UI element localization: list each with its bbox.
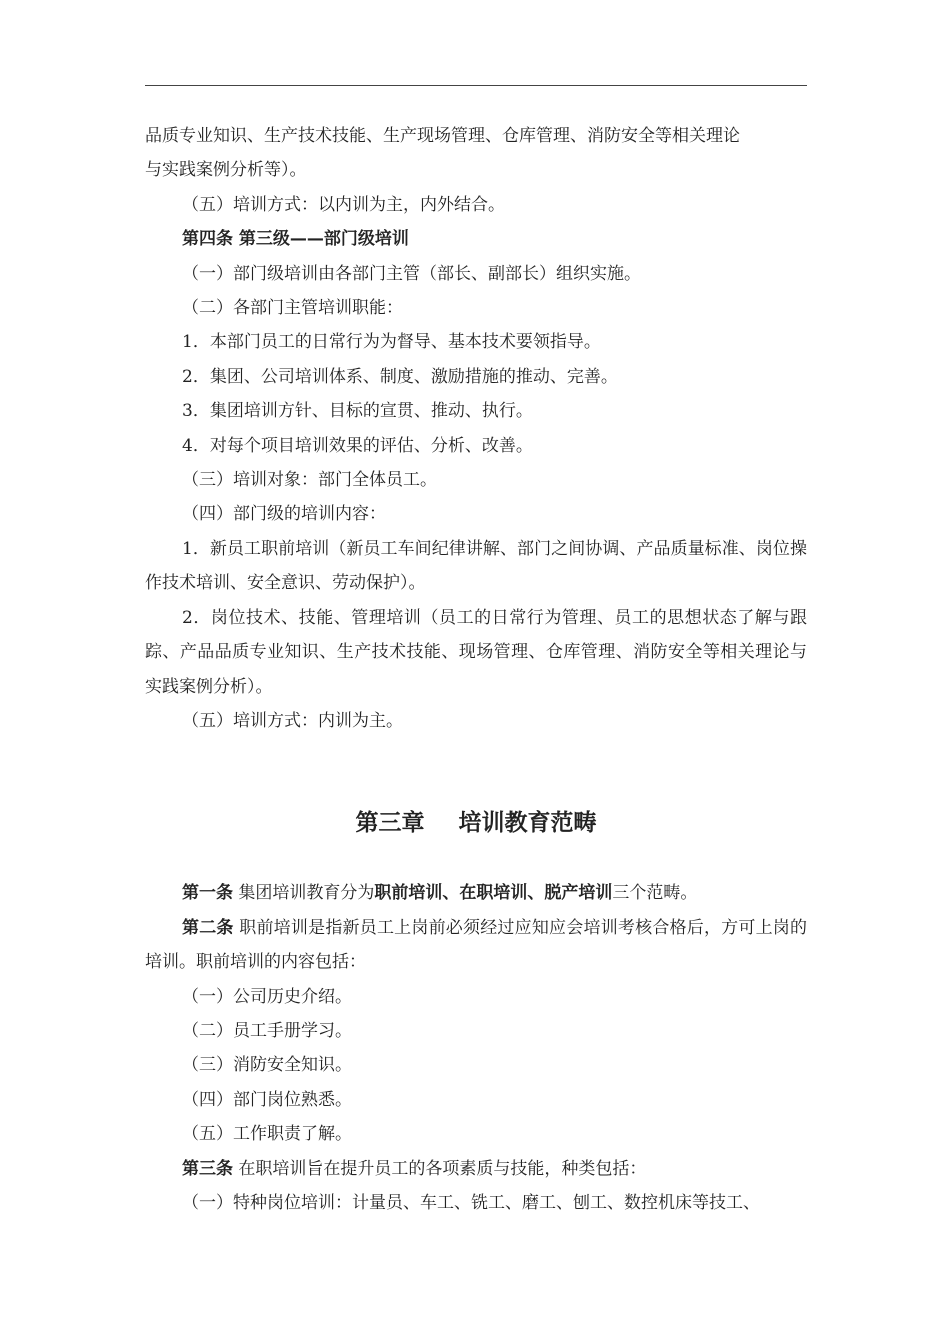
article1-bold: 职前培训、在职培训、脱产培训 [374,883,613,904]
article2-item: （二）员工手册学习。 [182,1020,352,1041]
article4-duty2: 2．集团、公司培训体系、制度、激励措施的推动、完善。 [182,366,618,387]
article2-label: 第二条 [182,917,234,938]
chapter3-article2 [145,911,807,980]
article2-item: （五）工作职责了解。 [182,1124,352,1145]
article4-item4: （四）部门级的培训内容： [182,504,386,525]
chapter-label: 第三章 [355,810,425,837]
article4-item5: （五）培训方式：内训为主。 [182,710,403,731]
article4-item2: （二）各部门主管培训职能： [182,298,403,319]
article2-item: （一）公司历史介绍。 [182,986,352,1007]
article1-pre: 集团培训教育分为 [238,883,375,904]
header-rule [145,85,807,86]
article4-heading-text: 第四条 第三级——部门级培训 [182,229,409,250]
chapter-heading [145,804,807,842]
article3-label: 第三条 [182,1158,233,1179]
article4-heading [145,222,807,256]
article4-duty3: 3．集团培训方针、目标的宣贯、推动、执行。 [182,401,533,422]
article3-text: 在职培训旨在提升员工的各项素质与技能，种类包括： [238,1158,647,1179]
article2-item: （四）部门岗位熟悉。 [182,1089,352,1110]
article1-post: 三个范畴。 [612,883,698,904]
paragraph-continued-line1: 品质专业知识、生产技术技能、生产现场管理、仓库管理、消防安全等相关理论 [145,126,740,146]
chapter3-article3 [145,1152,807,1186]
article4-content1: 1．新员工职前培训（新员工车间纪律讲解、部门之间协调、产品质量标准、岗位操作技术培训、安全意识、劳动保护）。 [145,538,807,594]
article4-duty1: 1．本部门员工的日常行为为督导、基本技术要领指导。 [182,332,601,353]
article4-item3: （三）培训对象：部门全体员工。 [182,470,437,491]
article2-text: 职前培训是指新员工上岗前必须经过应知应会培训考核合格后，方可上岗的培训。职前培训的内容包括： [145,917,808,973]
article4-duty4: 4．对每个项目培训效果的评估、分析、改善。 [182,435,533,456]
article1-label: 第一条 [182,883,233,904]
chapter-title: 培训教育范畴 [458,810,597,837]
article4-content2: 2．岗位技术、技能、管理培训（员工的日常行为管理、员工的思想状态了解与跟踪、产品品质专业知识、生产技术技能、现场管理、仓库管理、消防安全等相关理论与实践案例分析）。 [145,607,807,697]
article3-item1: （一）特种岗位培训：计量员、车工、铣工、磨工、刨工、数控机床等技工、 [182,1192,760,1213]
article4-item1: （一）部门级培训由各部门主管（部长、副部长）组织实施。 [182,263,641,284]
paragraph-continued-line2: 与实践案例分析等）。 [145,160,307,181]
chapter3-article1 [145,876,807,910]
training-method-1: （五）培训方式：以内训为主，内外结合。 [182,194,505,215]
page-content [145,119,807,1220]
article2-item: （三）消防安全知识。 [182,1055,352,1076]
